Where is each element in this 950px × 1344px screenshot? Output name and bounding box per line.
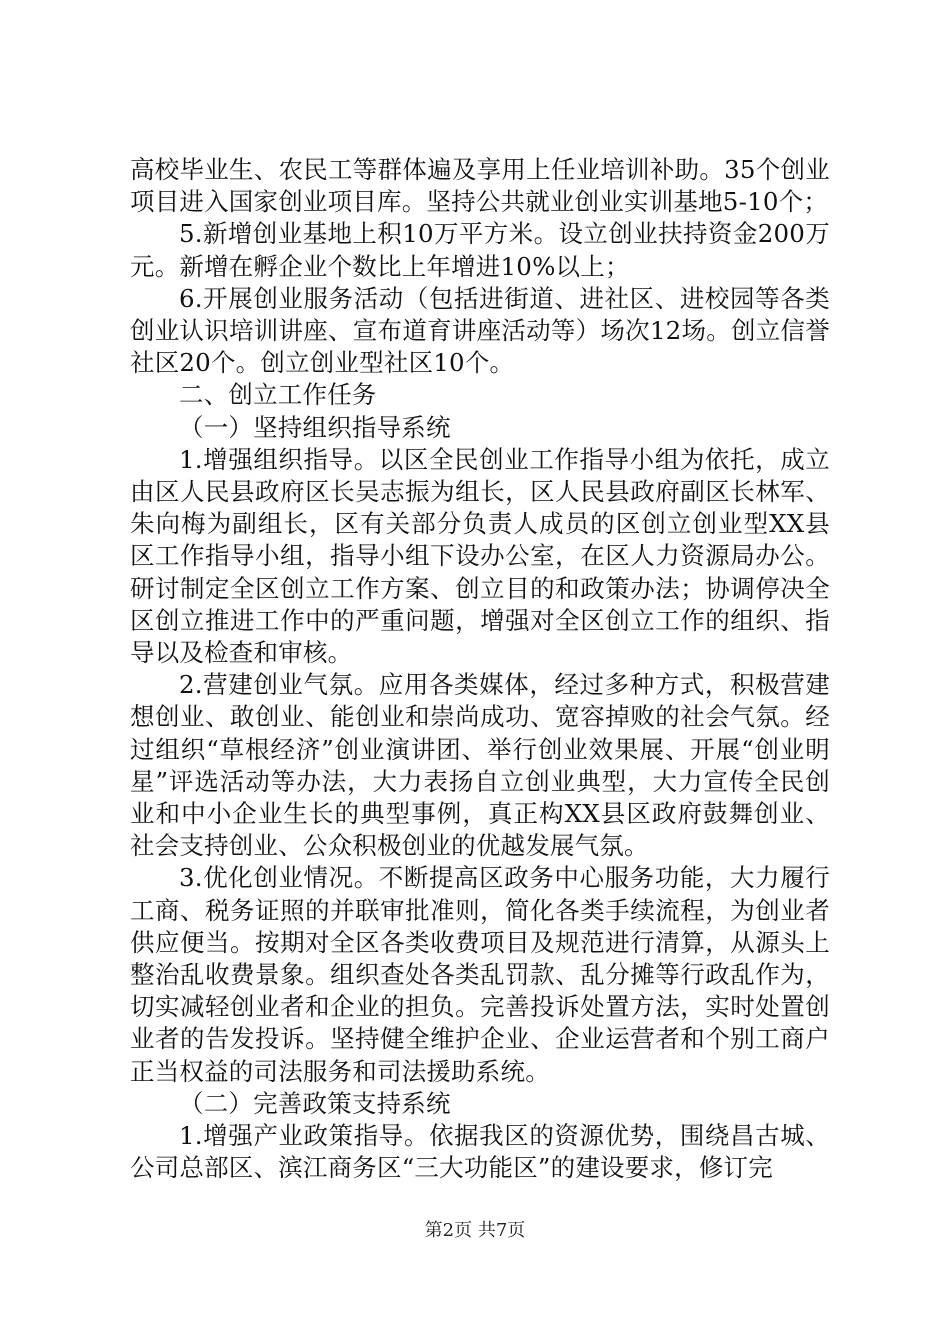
paragraph: 1.增强产业政策指导。依据我区的资源优势，围绕昌古城、公司总部区、滨江商务区“三大功能区”的建设要求，修订完 [130,1121,830,1183]
paragraph: 2.营建创业气氛。应用各类媒体，经过多种方式，积极营建想创业、敢创业、能创业和崇尚成功、宽容掉败的社会气氛。经过组织“草根经济”创业演讲团、举行创业效果展、开展“创业明星”评选活动等办法，大力表扬自立创业典型，大力宣传全民创业和中小企业生长的典型事例，真正构XX县区政府鼓舞创业、社会支持创业、公众积极创业的优越发展气氛。 [130,670,830,861]
document-body [130,154,830,1185]
subsection-heading: （一）坚持组织指导系统 [179,412,451,442]
section-heading: 二、创立工作任务 [179,380,377,410]
subsection-heading: （二）完善政策支持系统 [179,1088,451,1118]
paragraph: 6.开展创业服务活动（包括进街道、进社区、进校园等各类创业认识培训讲座、宣布道育讲座活动等）场次12场。创立信誉社区20个。创立创业型社区10个。 [130,283,830,378]
paragraph: 高校毕业生、农民工等群体遍及享用上任业培训补助。35个创业项目进入国家创业项目库。坚持公共就业创业实训基地5-10个； [130,155,830,217]
page-number-footer: 第2页 共7页 [424,1220,526,1241]
paragraph: 1.增强组织指导。以区全民创业工作指导小组为依托，成立由区人民县政府区长吴志振为组长，区人民县政府副区长林军、朱向梅为副组长，区有关部分负责人成员的区创立创业型XX县区工作指导小组，指导小组下设办公室，在区人力资源局办公。研讨制定全区创立工作方案、创立目的和政策办法；协调停决全区创立推进工作中的严重问题，增强对全区创立工作的组织、指导以及检查和审核。 [130,444,830,668]
paragraph: 3.优化创业情况。不断提高区政务中心服务功能，大力履行工商、税务证照的并联审批准则，简化各类手续流程，为创业者供应便当。按期对全区各类收费项目及规范进行清算，从源头上整治乱收费景象。组织查处各类乱罚款、乱分摊等行政乱作为，切实减轻创业者和企业的担负。完善投诉处置方法，实时处置创业者的告发投诉。坚持健全维护企业、企业运营者和个别工商户正当权益的司法服务和司法援助系统。 [130,863,830,1086]
paragraph: 5.新增创业基地上积10万平方米。设立创业扶持资金200万元。新增在孵企业个数比上年增进10%以上； [130,219,830,281]
